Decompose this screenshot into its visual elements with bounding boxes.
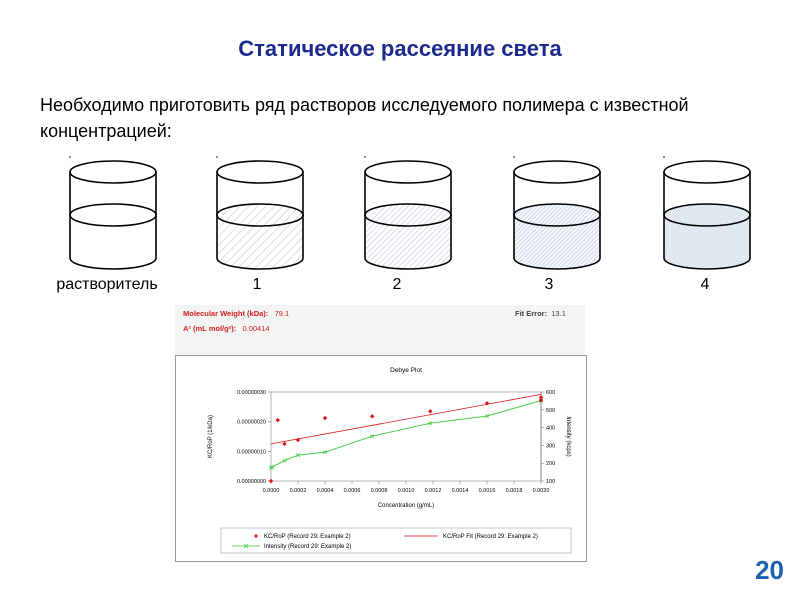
liquid-top — [514, 204, 600, 226]
liquid-top — [70, 204, 156, 226]
y-right-tick-label: 100 — [546, 479, 556, 485]
kc-point — [282, 442, 286, 446]
molecular-weight — [183, 309, 289, 318]
liquid-top — [664, 204, 750, 226]
a2-value-row — [183, 324, 270, 333]
x-tick-label: 0.0018 — [505, 488, 523, 494]
x-tick-label: 0.0004 — [316, 488, 334, 494]
y-axis-label: KC/RoP (1/kDa) — [208, 415, 214, 458]
y-right-tick-label: 600 — [546, 390, 556, 396]
debye-plot — [176, 356, 586, 561]
y-right-tick-label: 400 — [546, 425, 556, 432]
intensity-line — [271, 401, 541, 468]
x-tick-label: 0.0016 — [478, 488, 496, 494]
a2-value: 0.00414 — [242, 324, 270, 333]
beaker-label-3: 3 — [544, 276, 554, 293]
a2-label: A² (mL mol/g²): — [183, 324, 237, 333]
beaker-label-4: 4 — [700, 276, 710, 293]
beaker-3 — [512, 155, 602, 270]
chart-title: Debye Plot — [390, 367, 422, 374]
slide-title: Статическое рассеяние света — [238, 36, 562, 61]
y-tick-label: 0.00000010 — [236, 449, 266, 456]
beaker-label-2: 2 — [392, 276, 402, 293]
fit-line — [271, 394, 541, 444]
beaker-label-1: 1 — [252, 276, 262, 293]
legend-fit-label: KC/RoP Fit (Record 29: Example 2) — [443, 534, 538, 540]
x-tick-label: 0.0020 — [532, 488, 550, 494]
x-tick-label: 0.0006 — [343, 488, 361, 494]
y-right-tick-label: 200 — [546, 461, 556, 468]
kc-point — [269, 479, 273, 483]
beaker-0 — [68, 155, 158, 270]
beaker-4 — [662, 155, 752, 270]
x-tick-label: 0.0008 — [370, 488, 388, 494]
liquid-top — [365, 204, 451, 226]
mw-label: Molecular Weight (kDa): — [183, 309, 269, 318]
beaker-bottom — [70, 258, 156, 269]
liquid-top — [217, 204, 303, 226]
intensity-point — [283, 459, 287, 463]
intro-text: Необходимо приготовить ряд растворов исследуемого полимера с известной концентрацией: — [40, 95, 689, 141]
x-axis-label: Concentration (g/mL) — [377, 503, 435, 509]
fit-label: Fit Error: — [515, 309, 548, 318]
y-tick-label: 0.00000000 — [236, 479, 266, 485]
debye-plot-panel — [175, 355, 587, 562]
beaker-rim — [70, 161, 156, 183]
kc-point — [370, 414, 374, 418]
legend-kc-label: KC/RoP (Record 29: Example 2) — [264, 534, 351, 540]
y-right-tick-label: 300 — [546, 443, 556, 450]
x-tick-label: 0.0002 — [289, 488, 307, 494]
beaker-rim — [217, 161, 303, 183]
x-tick-label: 0.0010 — [397, 488, 415, 494]
beaker-rim — [514, 161, 600, 183]
x-tick-label: 0.0000 — [262, 488, 280, 494]
x-tick-label: 0.0012 — [424, 488, 442, 494]
beaker-rim — [365, 161, 451, 183]
x-tick-label: 0.0014 — [451, 488, 469, 494]
beaker-label-0: растворитель — [56, 276, 158, 293]
kc-point — [276, 418, 280, 422]
y-tick-label: 0.00000020 — [236, 419, 266, 426]
mw-value: 79.1 — [274, 309, 290, 318]
beaker-2 — [363, 155, 453, 270]
y-tick-label: 0.00000030 — [236, 390, 266, 396]
fit-value: 13.1 — [551, 309, 566, 318]
y-right-axis-label: Intensity (kcps) — [565, 416, 571, 457]
legend-intensity-label: Intensity (Record 29: Example 2) — [264, 544, 352, 550]
fit-error — [515, 309, 566, 318]
beaker-rim — [664, 161, 750, 183]
y-right-tick-label: 500 — [546, 407, 556, 414]
kc-point — [428, 409, 432, 413]
beaker-1 — [215, 155, 305, 270]
page-number: 20 — [755, 555, 784, 585]
kc-point — [323, 416, 327, 420]
